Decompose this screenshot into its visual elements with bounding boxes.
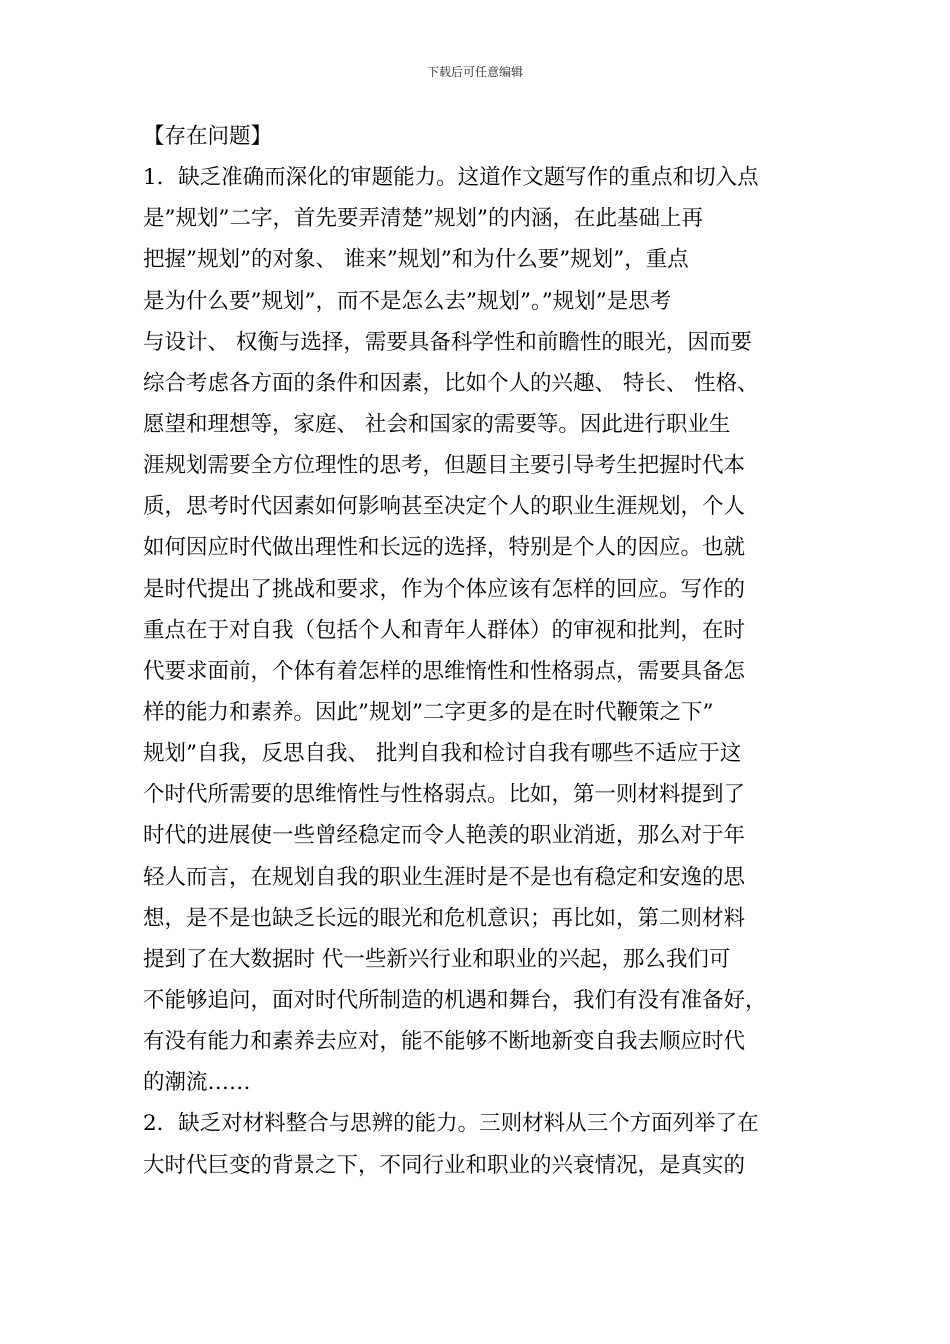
paragraph-line: 质，思考时代因素如何影响甚至决定个人的职业生涯规划，个人 bbox=[143, 494, 746, 520]
paragraph-line: 不能够追问，面对时代所制造的机遇和舞台，我们有没有准备好， bbox=[143, 987, 767, 1013]
paragraph-line: 想，是不是也缺乏长远的眼光和危机意识；再比如，第二则材料 bbox=[143, 905, 746, 931]
paragraph-line: 规划”自我，反思自我、 批判自我和检讨自我有哪些不适应于这 bbox=[143, 741, 742, 767]
paragraph-line: 涯规划需要全方位理性的思考，但题目主要引导考生把握时代本 bbox=[143, 453, 746, 479]
paragraph-line: 个时代所需要的思维惰性与性格弱点。比如，第一则材料提到了 bbox=[143, 782, 746, 808]
paragraph-line: 与设计、 权衡与选择，需要具备科学性和前瞻性的眼光，因而要 bbox=[143, 329, 752, 355]
paragraph-line: 1．缺乏准确而深化的审题能力。这道作文题写作的重点和切入点 bbox=[143, 165, 759, 191]
paragraph-line: 轻人而言，在规划自我的职业生涯时是不是也有稳定和安逸的思 bbox=[143, 864, 746, 890]
paragraph-line: 大时代巨变的背景之下，不同行业和职业的兴衰情况，是真实的 bbox=[143, 1152, 746, 1178]
paragraph-line: 把握”规划”的对象、 谁来”规划”和为什么要”规划”，重点 bbox=[143, 247, 689, 273]
paragraph-line: 的潮流…… bbox=[143, 1070, 251, 1096]
paragraph-line: 是为什么要”规划”，而不是怎么去”规划”。”规划”是思考 bbox=[143, 288, 672, 314]
paragraph-line: 样的能力和素养。因此”规划”二字更多的是在时代鞭策之下” bbox=[143, 699, 714, 725]
section-heading: 【存在问题】 bbox=[143, 124, 273, 149]
paragraph-line: 2．缺乏对材料整合与思辨的能力。三则材料从三个方面列举了在 bbox=[143, 1111, 759, 1137]
paragraph-line: 有没有能力和素养去应对，能不能够不断地新变自我去顺应时代 bbox=[143, 1029, 746, 1055]
page-header: 下载后可任意编辑 bbox=[426, 65, 523, 79]
document-body bbox=[143, 116, 813, 1186]
paragraph-line: 如何因应时代做出理性和长远的选择，特别是个人的因应。也就 bbox=[143, 535, 746, 561]
paragraph-line: 综合考虑各方面的条件和因素，比如个人的兴趣、 特长、 性格、 bbox=[143, 370, 759, 396]
paragraph-line: 代要求面前，个体有着怎样的思维惰性和性格弱点，需要具备怎 bbox=[143, 658, 746, 684]
paragraph-line: 是时代提出了挑战和要求，作为个体应该有怎样的回应。写作的 bbox=[143, 576, 746, 602]
paragraph-line: 时代的进展使一些曾经稳定而令人艳羡的职业消逝，那么对于年 bbox=[143, 823, 746, 849]
paragraph-line: 是”规划”二字，首先要弄清楚”规划”的内涵，在此基础上再 bbox=[143, 206, 703, 232]
paragraph-line: 重点在于对自我（包括个人和青年人群体）的审视和批判，在时 bbox=[143, 617, 746, 643]
paragraph-line: 提到了在大数据时 代一些新兴行业和职业的兴起，那么我们可 bbox=[143, 946, 731, 972]
paragraph-line: 愿望和理想等，家庭、 社会和国家的需要等。因此进行职业生 bbox=[143, 411, 731, 437]
